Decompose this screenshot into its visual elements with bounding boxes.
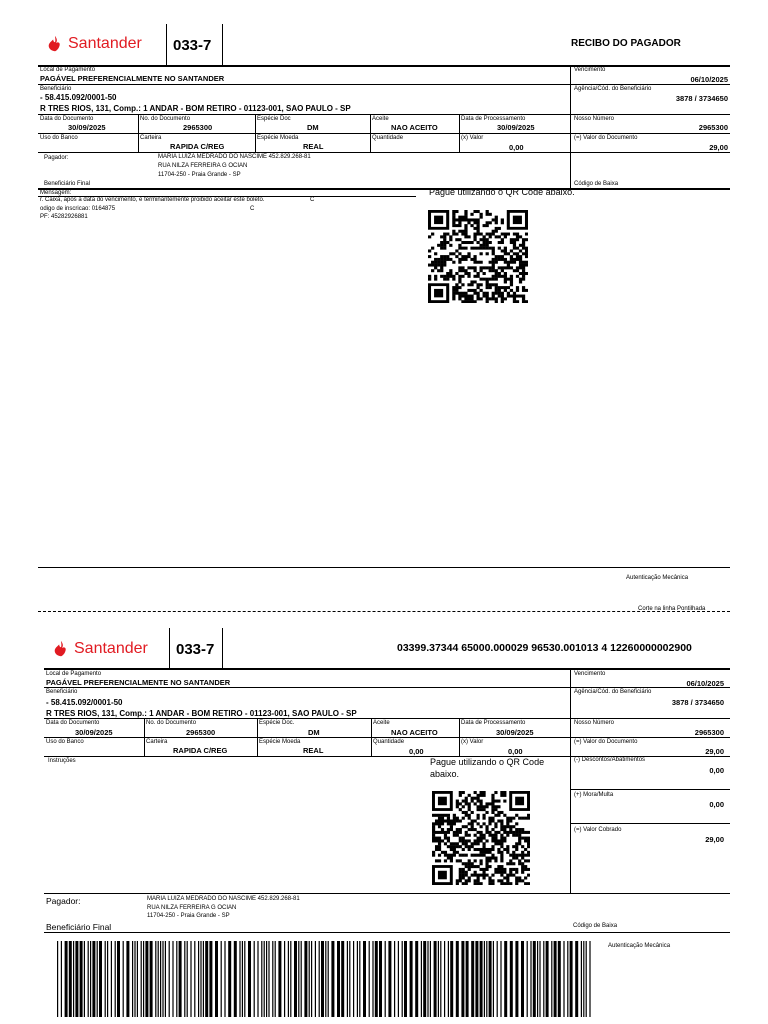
santander-flame-icon xyxy=(52,640,70,658)
data-proc: 30/09/2025 xyxy=(497,123,535,132)
slip-quantidade: 0,00 xyxy=(409,747,424,756)
agencia-label: Agência/Cód. do Beneficiário xyxy=(574,86,652,92)
valor-cobrado-label: (=) Valor Cobrado xyxy=(574,827,622,833)
nosso-numero: 2965300 xyxy=(698,123,728,132)
slip-autenticacao-label: Autenticação Mecânica xyxy=(608,943,671,949)
slip-qr-instruction-2: abaixo. xyxy=(430,769,460,779)
slip-data-proc-label: Data de Processamento xyxy=(461,720,526,726)
especie-moeda: REAL xyxy=(303,142,324,151)
mensagem-line-3: PF: 45282926881 xyxy=(40,214,88,220)
slip-especie-doc-label: Espécie Doc. xyxy=(259,720,295,726)
autenticacao-label: Autenticação Mecânica xyxy=(626,575,689,581)
slip-data-doc-label: Data do Documento xyxy=(46,720,100,726)
valor-doc: 29,00 xyxy=(709,143,728,152)
slip-pagador-nome: MARIA LUIZA MEDRADO DO NASCIME 452.829.268-81 xyxy=(147,896,300,902)
descontos-label: (-) Descontos/Abatimentos xyxy=(574,757,646,763)
slip-valor-doc-label: (=) Valor do Documento xyxy=(574,739,638,745)
vencimento: 06/10/2025 xyxy=(690,75,728,84)
slip-vencimento-label: Vencimento xyxy=(574,671,606,677)
mora: 0,00 xyxy=(709,800,724,809)
slip-especie-moeda-label: Espécie Moeda xyxy=(259,739,301,745)
slip-especie-doc: DM xyxy=(308,728,320,737)
slip-data-proc: 30/09/2025 xyxy=(496,728,534,737)
aceite: NAO ACEITO xyxy=(391,123,438,132)
pagador-cidade: 11704-250 - Praia Grande - SP xyxy=(158,172,241,178)
slip-pagador-label: Pagador: xyxy=(46,896,81,906)
slip-aceite: NAO ACEITO xyxy=(391,728,438,737)
mensagem-line-1b: C xyxy=(310,197,315,203)
slip-beneficiario-final-label: Beneficiário Final xyxy=(46,922,112,932)
beneficiario-final-label: Beneficiário Final xyxy=(44,181,91,187)
mensagem-line-1: r. Caixa, apos a data do vencimento, e terminantemente proibido aceitar este boleto. xyxy=(40,197,265,203)
slip-local-pagamento-label: Local de Pagamento xyxy=(46,671,102,677)
mora-label: (+) Mora/Multa xyxy=(574,792,614,798)
slip-valor-doc: 29,00 xyxy=(705,747,724,756)
slip-especie-moeda: REAL xyxy=(303,746,324,755)
receipt-title: RECIBO DO PAGADOR xyxy=(571,38,681,49)
slip-qr-code xyxy=(432,791,530,885)
agencia: 3878 / 3734650 xyxy=(675,94,728,103)
slip-num-doc: 2965300 xyxy=(186,728,216,737)
santander-flame-icon xyxy=(46,35,64,53)
carteira-label: Carteira xyxy=(140,135,162,141)
brand-name: Santander xyxy=(68,35,142,52)
quantidade-label: Quantidade xyxy=(372,135,404,141)
slip-carteira-label: Carteira xyxy=(146,739,168,745)
num-doc: 2965300 xyxy=(183,123,213,132)
beneficiario-endereco: R TRES RIOS, 131, Comp.: 1 ANDAR - BOM RETIRO - 01123-001, SAO PAULO - SP xyxy=(40,104,351,113)
slip-agencia-label: Agência/Cód. do Beneficiário xyxy=(574,689,652,695)
corte-label: Corte na linha Pontilhada xyxy=(638,606,706,612)
slip-aceite-label: Aceite xyxy=(373,720,390,726)
slip-nosso-numero: 2965300 xyxy=(694,728,724,737)
slip-carteira: RAPIDA C/REG xyxy=(173,746,228,755)
local-pagamento-label: Local de Pagamento xyxy=(40,67,96,73)
especie-doc-label: Espécie Doc xyxy=(257,116,291,122)
especie-moeda-label: Espécie Moeda xyxy=(257,135,299,141)
data-proc-label: Data de Processamento xyxy=(461,116,526,122)
data-doc-label: Data do Documento xyxy=(40,116,94,122)
barcode xyxy=(57,941,591,1017)
bank-code-slip: 033-7 xyxy=(176,641,215,658)
slip-beneficiario-endereco: R TRES RIOS, 131, Comp.: 1 ANDAR - BOM RETIRO - 01123-001, SAO PAULO - SP xyxy=(46,709,357,718)
slip-nosso-numero-label: Nosso Número xyxy=(574,720,615,726)
slip-local-pagamento: PAGÁVEL PREFERENCIALMENTE NO SANTANDER xyxy=(46,678,231,687)
pagador-label: Pagador: xyxy=(44,155,69,161)
carteira: RAPIDA C/REG xyxy=(170,142,225,151)
pagador-nome: MARIA LUIZA MEDRADO DO NASCIME 452.829.268-81 xyxy=(158,154,311,160)
codigo-baixa-label: Código de Baixa xyxy=(574,181,619,187)
slip-beneficiario-label: Beneficiário xyxy=(46,689,78,695)
mensagem-label: Mensagem: xyxy=(40,190,72,196)
slip-valor-x: 0,00 xyxy=(508,747,523,756)
descontos: 0,00 xyxy=(709,766,724,775)
santander-logo-slip xyxy=(52,640,148,658)
data-doc: 30/09/2025 xyxy=(68,123,106,132)
slip-vencimento: 06/10/2025 xyxy=(686,679,724,688)
slip-pagador-cidade: 11704-250 - Praia Grande - SP xyxy=(147,913,230,919)
mensagem-line-2b: C xyxy=(250,206,255,212)
slip-beneficiario-cnpj: - 58.415.092/0001-50 xyxy=(46,698,123,707)
valor-x-label: (x) Valor xyxy=(461,135,484,141)
uso-banco-label: Uso do Banco xyxy=(40,135,78,141)
slip-uso-banco-label: Uso do Banco xyxy=(46,739,84,745)
instrucoes-label: Instruções xyxy=(48,758,76,764)
beneficiario-label: Beneficiário xyxy=(40,86,72,92)
qr-code xyxy=(428,210,528,303)
slip-valor-x-label: (x) Valor xyxy=(461,739,484,745)
beneficiario-cnpj: - 58.415.092/0001-50 xyxy=(40,93,117,102)
valor-x: 0,00 xyxy=(509,143,524,152)
slip-qr-instruction-1: Pague utilizando o QR Code xyxy=(430,757,545,767)
linha-digitavel: 03399.37344 65000.000029 96530.001013 4 12260000002900 xyxy=(397,642,692,654)
slip-quantidade-label: Quantidade xyxy=(373,739,405,745)
local-pagamento: PAGÁVEL PREFERENCIALMENTE NO SANTANDER xyxy=(40,74,225,83)
qr-instruction: Pague utilizando o QR Code abaixo. xyxy=(429,187,575,197)
bank-code: 033-7 xyxy=(173,37,212,54)
slip-agencia: 3878 / 3734650 xyxy=(671,698,724,707)
santander-logo xyxy=(46,35,142,53)
slip-codigo-baixa-label: Código de Baixa xyxy=(573,923,618,929)
especie-doc: DM xyxy=(307,123,319,132)
mensagem-line-2: odigo de inscricao: 0164875 xyxy=(40,206,116,212)
slip-num-doc-label: No. do Documento xyxy=(146,720,197,726)
num-doc-label: No. do Documento xyxy=(140,116,191,122)
pagador-rua: RUA NILZA FERREIRA G OCIAN xyxy=(158,163,248,169)
valor-cobrado: 29,00 xyxy=(705,835,724,844)
aceite-label: Aceite xyxy=(372,116,389,122)
slip-pagador-rua: RUA NILZA FERREIRA G OCIAN xyxy=(147,905,237,911)
brand-name-slip: Santander xyxy=(74,640,148,657)
valor-doc-label: (=) Valor do Documento xyxy=(574,135,638,141)
vencimento-label: Vencimento xyxy=(574,67,606,73)
nosso-numero-label: Nosso Número xyxy=(574,116,615,122)
slip-data-doc: 30/09/2025 xyxy=(75,728,113,737)
